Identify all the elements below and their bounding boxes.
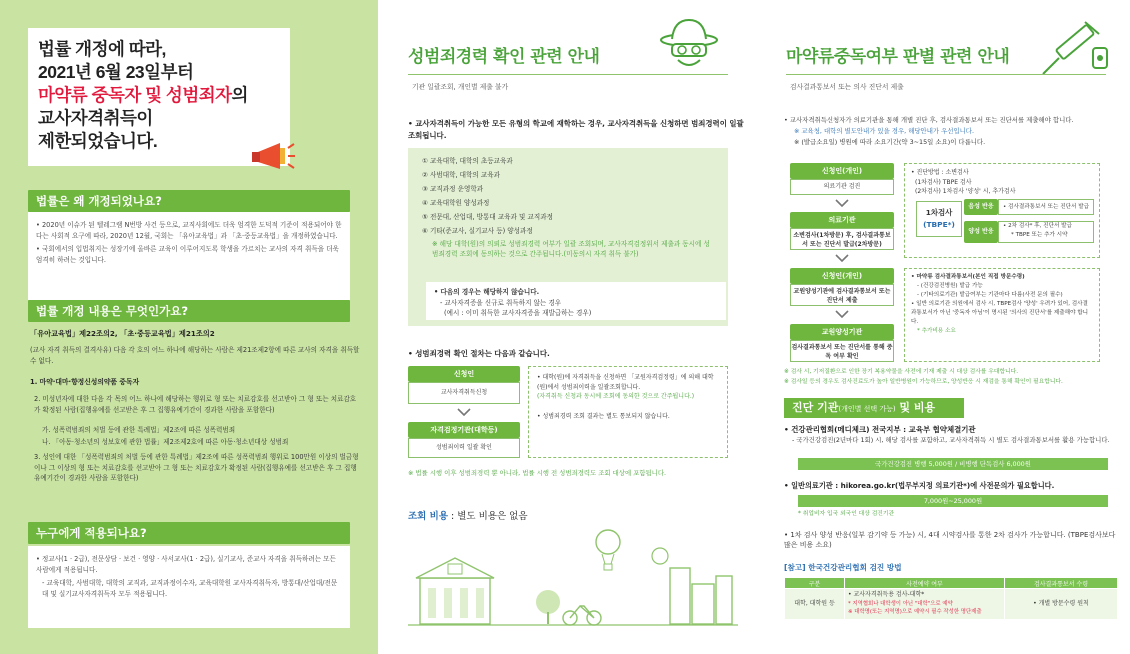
law-item-2: 2. 미성년자에 대한 다음 각 목의 어느 하나에 해당하는 행위로 형 또는 치료감호를 선고받아 그 형 또는 치료감호가 확정된 사람(집행유예를 선고받은 후 그 집행유예기간이 경과한 사람을 포함한다) [34, 395, 357, 414]
positive-note: * TBPE 또는 추가 시약 [1011, 232, 1068, 238]
why-section-title: 법률은 왜 개정되었나요? [28, 190, 350, 212]
drug-footnote-1: ※ 검사 시, 기저질환으로 인한 장기 복용약물을 사전에 기재 제출 시 대상 검사를 우대합니다. [784, 369, 1019, 375]
drug-flow-step-4-box: 검사결과통보서 또는 진단서를 통해 중독 여부 확인 [790, 340, 894, 362]
exception-item-2: (예시 : 이미 취득한 교사자격증을 재발급하는 경우) [444, 309, 592, 317]
chevron-down-icon [835, 199, 849, 207]
school-type-box [408, 148, 728, 326]
sexcrime-section-title: 성범죄경력 확인 관련 안내 [408, 47, 600, 67]
why-section-body [28, 212, 350, 300]
result-doc-3: • 일반 의료기관 의원에서 검사 시, TBPE검사 '양성' 우려가 있어, 검사결과통보서가 아닌 '중독자 아님'이 명시된 '의사의 진단서'를 제출해야 합니다. [911, 301, 1089, 325]
chevron-down-icon [457, 408, 471, 416]
cost-value: : 별도 비용은 없음 [448, 511, 528, 522]
positive-box [998, 221, 1094, 243]
test-method-1: (1차검사) TBPE 검사 [915, 178, 972, 186]
who-section-body [28, 546, 350, 628]
who-paragraph-1: • 정교사(1 · 2급), 전문상담 · 보건 · 영양 · 사서교사(1 · 2급), 실기교사, 준교사 자격을 취득하려는 모든 사람에게 적용됩니다. [36, 555, 336, 574]
table-header-2: 사전예약 여부 [845, 578, 1005, 589]
positive-text: • 2차 검사* 후, 진단서 발급 [1003, 223, 1072, 229]
flow-step-1-box: 교사자격취득신청 [408, 382, 520, 404]
law-item-2b: 나. 「아동·청소년의 성보호에 관한 법률」제2조제2호에 따른 아동·청소년대상 성범죄 [42, 438, 289, 446]
megaphone-icon [250, 140, 296, 174]
flow-step-1-label: 신청인 [408, 366, 520, 382]
org-item-1-price: 국가건강검진 병행 5,000원 / 비병행 단독검사 6,000원 [798, 458, 1108, 470]
result-doc-head: • 마약류 검사결과통보서(본인 직접 방문수령) [911, 274, 1025, 280]
negative-label: 음성 반응 [964, 199, 998, 215]
hero-line-3: 마약류 중독자 및 성범죄자의 [38, 85, 248, 105]
result-doc-2: - (기타의료기관) 발급여부는 기관마다 다름(사전 문의 필수) [917, 292, 1063, 298]
flow-side-note-1: • 대학(원)에 자격취득을 신청하면 「교원자격검정령」에 의해 대학(원)에서 성범죄이력을 일괄조회합니다. [537, 374, 714, 391]
middle-panel [378, 0, 754, 654]
drug-flow-step-2-label: 의료기관 [790, 212, 894, 228]
chevron-down-icon [835, 310, 849, 318]
hero-line-1: 법률 개정에 따라, [38, 39, 166, 59]
hero-highlight: 마약류 중독자 및 성범죄자 [38, 85, 232, 105]
reference-table [784, 577, 1118, 620]
org-item-2-note: * 취업비자 입국 외국인 대상 검진기관 [798, 511, 895, 517]
why-paragraph-2: • 국회에서의 입법취지는 성장기에 올바른 교육이 이루어지도록 학생을 가르치는 교사의 자격 취득을 더욱 엄격히 하려는 것입니다. [36, 245, 339, 264]
drug-subtitle-rule [786, 74, 1106, 75]
org-section-title: 진단 기관(개인별 선택 가능) 및 비용 [784, 398, 964, 418]
who-paragraph-2: - 교육대학, 사범대학, 대학의 교직과, 교직과정이수자, 교육대학원 교사자격취득자, 방통대/산업대/전문대 및 실기교사자격취득자 모두 적용됩니다. [42, 579, 338, 598]
spy-hat-icon [658, 12, 720, 74]
test-method-head: • 진단방법 : 소변검사 [911, 169, 969, 176]
school-type-6: ⑥ 기타(준교사, 실기교사 등) 양성과정 [422, 227, 533, 235]
drug-flow-step-3-label: 신청인(개인) [790, 268, 894, 284]
org-item-2: • 일반의료기관 : hikorea.go.kr(법무부지정 의료기관*)에 사전문의가 필요합니다. [784, 481, 1055, 490]
drug-subtitle: 검사결과통보서 또는 의사 진단서 제출 [790, 83, 904, 91]
org-item-3: • 1차 검사 양성 반응(일부 감기약 등 가능) 시, 4대 시약검사를 통한 2차 검사가 가능합니다. (TBPE검사보다 많은 비용 소요) [784, 531, 1116, 549]
cost-line [408, 508, 528, 522]
reference-heading: [참고] 한국건강관리협회 검진 방법 [784, 563, 902, 572]
school-type-2: ② 사범대학, 대학의 교육과 [422, 171, 500, 179]
table-cell: • 개별 방문수령 원칙 [1005, 589, 1118, 620]
result-doc-1: - (건강검진병원) 발급 가능 [917, 283, 983, 289]
drug-flow-step-1-box: 의료기관 검진 [790, 179, 894, 195]
flow-side-note-2: • 성범죄경력 조회 결과는 별도 통보되지 않습니다. [537, 412, 670, 420]
positive-label: 양성 반응 [964, 221, 998, 243]
sexcrime-bullet-1: • 교사자격취득이 가능한 모든 유형의 학교에 재학하는 경우, 교사자격취득을 신청하면 범죄경력이 일괄 조회됩니다. [408, 119, 744, 140]
table-cell: • 교사자격취득용 검사-대학* * 지역협회나 대학생이 아닌 "대학"으로 예약 ※ 대학명(또는 지역명)으로 예약시 필수 작성한 명단제출 [845, 589, 1005, 620]
right-panel [754, 0, 1130, 654]
law-article-lead: (교사 자격 취득의 결격사유) 다음 각 호의 어느 하나에 해당하는 사람은 제21조제2항에 따른 교사의 자격을 취득할 수 없다. [30, 346, 360, 365]
negative-text: • 검사결과통보서 또는 진단서 발급 [998, 199, 1094, 215]
result-doc-4: * 추가비용 소요 [917, 328, 956, 334]
org-item-1-desc: - 국가건강검진(2년마다 1회) 시, 해당 검사를 포함하고, 교사자격취득 시 별도 검사결과통보서를 활용 가능합니다. [792, 436, 1110, 444]
result-doc-box [904, 268, 1100, 362]
exception-box [426, 282, 726, 320]
exception-item-1: - 교사자격증을 신규로 취득하지 않는 경우 [440, 298, 562, 307]
sexcrime-footnote: ※ 법률 시행 이후 성범죄경력 뿐 아니라, 법률 시행 전 성범죄경력도 조회 대상에 포함됩니다. [408, 469, 667, 477]
chevron-down-icon [835, 254, 849, 262]
hero-line-4: 교사자격취득이 [38, 108, 153, 128]
sexcrime-subtitle: 기관 일괄조회, 개인별 제출 불가 [412, 83, 509, 91]
hero-line-5: 제한되었습니다. [38, 131, 158, 151]
drug-flow-step-3-box: 교원양성기관에 검사결과통보서 또는 진단서 제출 [790, 284, 894, 306]
drug-flow-step-4-label: 교원양성기관 [790, 324, 894, 340]
flow-side-note-1b: (자격취득 신청과 동시에 조회에 동의한 것으로 간주됩니다.) [537, 393, 695, 400]
school-type-5: ⑤ 전문대, 산업대, 방통대 교육과 및 교직과정 [422, 213, 553, 221]
table-header-3: 검사결과통보서 수령 [1005, 578, 1118, 589]
org-item-1: • 건강관리협회(메디체크) 전국지부 : 교육부 협약체결기관 [784, 425, 976, 434]
table-header-1: 구분 [785, 578, 845, 589]
tbpe-box: 1차검사 (TBPE*) [916, 201, 962, 237]
law-item-1: 1. 마약·대마·향정신성의약품 중독자 [30, 378, 140, 386]
left-panel [0, 0, 378, 654]
drug-flow-step-1-label: 신청인(개인) [790, 163, 894, 179]
drug-footnote-2: ※ 검사일 등의 경우도 검사진료도가 높아 일반병원이 가능하므로, 양성반응 시 재검을 통해 확인이 필요합니다. [784, 379, 1063, 385]
why-paragraph-1: • 2020년 이슈가 된 텔레그램 N번방 사건 등으로, 교직사회에도 더욱 엄격한 도덕적 기준이 적용되어야 한다는 사회적 요구에 따라, 2020년 12월, 국회는 「유아교육법」과 「초·중등교육법」을 개정하였습니다. [36, 221, 342, 240]
exception-heading: • 다음의 경우는 해당하지 않습니다. [434, 288, 540, 296]
drug-bullet-1: • 교사자격취득신청자가 의료기관을 통해 개별 진단 후, 검사결과통보서 또는 진단서를 제출해야 합니다. [784, 116, 1074, 124]
subtitle-rule [408, 74, 728, 75]
flow-side-note [528, 366, 728, 458]
sexcrime-bullet-2: • 성범죄경력 확인 절차는 다음과 같습니다. [408, 349, 550, 358]
who-section-title: 누구에게 적용되나요? [28, 522, 350, 544]
flow-step-2-box: 성범죄이력 일괄 확인 [408, 438, 520, 458]
what-section-title: 법률 개정 내용은 무엇인가요? [28, 300, 350, 322]
org-item-2-price: 7,000원~25,000원 [798, 495, 1108, 507]
drug-flow-step-2-box: 소변검사(1차방문) 후, 검사결과통보서 또는 진단서 발급(2차방문) [790, 228, 894, 250]
school-type-4: ④ 교육대학원 양성과정 [422, 199, 490, 207]
drug-note-2: ※ (발급소요일) 병원에 따라 소요기간(약 3~15일 소요)이 다릅니다. [794, 138, 986, 146]
school-type-1: ① 교육대학, 대학의 초등교육과 [422, 157, 513, 165]
test-method-2: (2차검사) 1차검사 '양성' 시, 추가검사 [915, 188, 1016, 195]
law-item-2a: 가. 성폭력범죄의 처벌 등에 관한 특례법」제2조에 따른 성폭력범죄 [42, 426, 236, 434]
law-item-3: 3. 성인에 대한 「성폭력범죄의 처벌 등에 관한 특례법」제2조에 따른 성폭력범죄 행위로 100만원 이상의 벌금형이나 그 이상의 형 또는 치료감호를 선고받아 그 형 또는 치료감호가 확정된 사람(집행유예를 선고받은 후 그 집행유예기간이 경과한 사람을 포함한다) [34, 453, 359, 482]
flow-step-2-label: 자격검정기관(대학등) [408, 422, 520, 438]
drug-note-1: ※ 교육청, 대학의 별도안내가 있을 경우, 해당안내가 우선입니다. [794, 127, 975, 135]
school-type-note: ※ 해당 대학(원)의 의뢰로 성범죄경력 여부가 일괄 조회되며, 교사자격검정위서 제출과 동시에 성범죄경력 조회에 동의하는 것으로 간주됩니다.(미동의시 자격 취득 불가) [432, 240, 710, 258]
city-scene-illustration [408, 528, 738, 628]
law-article-heading: 「유아교육법」제22조의2, 「초·중등교육법」제21조의2 [30, 329, 215, 338]
syringe-icon [1039, 14, 1109, 78]
cost-label: 조회 비용 [408, 511, 449, 522]
hero-line-2: 2021년 6월 23일부터 [38, 62, 194, 82]
drug-section-title: 마약류중독여부 판별 관련 안내 [786, 47, 1010, 67]
school-type-3: ③ 교직과정 운영학과 [422, 185, 484, 193]
table-cell: 대학, 대학원 등 [785, 589, 845, 620]
table-row [785, 589, 1118, 620]
